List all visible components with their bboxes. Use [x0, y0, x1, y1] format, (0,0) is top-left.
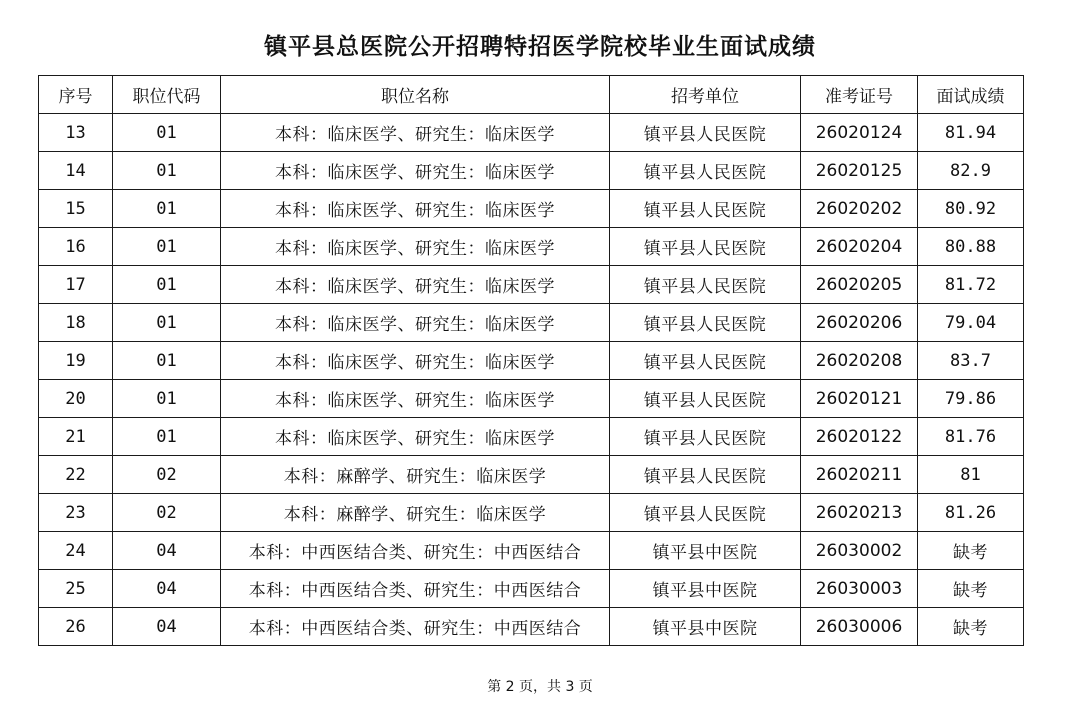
- cell-recruiting-unit: 镇平县人民医院: [610, 380, 801, 418]
- table-row: [39, 114, 1024, 152]
- cell-exam-number: 26030002: [801, 532, 918, 570]
- cell-recruiting-unit: 镇平县人民医院: [610, 342, 801, 380]
- interview-scores-table: [38, 75, 1024, 646]
- cell-interview-score: 79.86: [918, 380, 1024, 418]
- header-recruiting-unit: 招考单位: [610, 76, 801, 114]
- table-row: [39, 494, 1024, 532]
- cell-recruiting-unit: 镇平县人民医院: [610, 152, 801, 190]
- cell-seq: 24: [39, 532, 113, 570]
- cell-recruiting-unit: 镇平县中医院: [610, 570, 801, 608]
- cell-recruiting-unit: 镇平县人民医院: [610, 494, 801, 532]
- table-row: [39, 456, 1024, 494]
- cell-seq: 22: [39, 456, 113, 494]
- table-row: [39, 190, 1024, 228]
- cell-position-code: 01: [113, 418, 221, 456]
- cell-position-code: 04: [113, 532, 221, 570]
- header-seq: 序号: [39, 76, 113, 114]
- cell-seq: 16: [39, 228, 113, 266]
- cell-recruiting-unit: 镇平县人民医院: [610, 456, 801, 494]
- cell-interview-score: 80.92: [918, 190, 1024, 228]
- cell-interview-score: 缺考: [918, 608, 1024, 646]
- cell-interview-score: 80.88: [918, 228, 1024, 266]
- table-row: [39, 266, 1024, 304]
- cell-recruiting-unit: 镇平县人民医院: [610, 304, 801, 342]
- header-position-name: 职位名称: [221, 76, 610, 114]
- cell-position-name: 本科：临床医学、研究生：临床医学: [221, 190, 610, 228]
- table-row: [39, 228, 1024, 266]
- cell-exam-number: 26020206: [801, 304, 918, 342]
- cell-interview-score: 81.26: [918, 494, 1024, 532]
- cell-seq: 26: [39, 608, 113, 646]
- cell-position-name: 本科：临床医学、研究生：临床医学: [221, 114, 610, 152]
- cell-position-name: 本科：临床医学、研究生：临床医学: [221, 266, 610, 304]
- cell-recruiting-unit: 镇平县人民医院: [610, 228, 801, 266]
- header-exam-number: 准考证号: [801, 76, 918, 114]
- cell-position-code: 04: [113, 608, 221, 646]
- cell-exam-number: 26020211: [801, 456, 918, 494]
- cell-interview-score: 81: [918, 456, 1024, 494]
- cell-exam-number: 26020121: [801, 380, 918, 418]
- cell-recruiting-unit: 镇平县人民医院: [610, 114, 801, 152]
- cell-seq: 14: [39, 152, 113, 190]
- cell-interview-score: 79.04: [918, 304, 1024, 342]
- cell-position-name: 本科：中西医结合类、研究生：中西医结合: [221, 570, 610, 608]
- cell-seq: 20: [39, 380, 113, 418]
- cell-position-name: 本科：临床医学、研究生：临床医学: [221, 342, 610, 380]
- table-row: [39, 152, 1024, 190]
- cell-position-code: 01: [113, 266, 221, 304]
- cell-exam-number: 26020124: [801, 114, 918, 152]
- table-row: [39, 342, 1024, 380]
- cell-position-code: 01: [113, 152, 221, 190]
- cell-seq: 25: [39, 570, 113, 608]
- cell-position-code: 01: [113, 304, 221, 342]
- cell-recruiting-unit: 镇平县中医院: [610, 608, 801, 646]
- cell-exam-number: 26030003: [801, 570, 918, 608]
- cell-interview-score: 81.76: [918, 418, 1024, 456]
- cell-interview-score: 缺考: [918, 570, 1024, 608]
- cell-position-name: 本科：麻醉学、研究生：临床医学: [221, 456, 610, 494]
- cell-position-name: 本科：麻醉学、研究生：临床医学: [221, 494, 610, 532]
- cell-recruiting-unit: 镇平县中医院: [610, 532, 801, 570]
- cell-exam-number: 26020202: [801, 190, 918, 228]
- cell-exam-number: 26020208: [801, 342, 918, 380]
- cell-position-code: 01: [113, 190, 221, 228]
- table-row: [39, 418, 1024, 456]
- cell-recruiting-unit: 镇平县人民医院: [610, 266, 801, 304]
- cell-interview-score: 82.9: [918, 152, 1024, 190]
- cell-seq: 19: [39, 342, 113, 380]
- cell-position-code: 01: [113, 380, 221, 418]
- table-header-row: [39, 76, 1024, 114]
- cell-interview-score: 81.72: [918, 266, 1024, 304]
- cell-position-name: 本科：临床医学、研究生：临床医学: [221, 304, 610, 342]
- cell-position-name: 本科：中西医结合类、研究生：中西医结合: [221, 532, 610, 570]
- cell-seq: 23: [39, 494, 113, 532]
- cell-seq: 13: [39, 114, 113, 152]
- table-row: [39, 532, 1024, 570]
- cell-exam-number: 26030006: [801, 608, 918, 646]
- cell-position-name: 本科：中西医结合类、研究生：中西医结合: [221, 608, 610, 646]
- table-row: [39, 380, 1024, 418]
- cell-position-name: 本科：临床医学、研究生：临床医学: [221, 228, 610, 266]
- cell-exam-number: 26020204: [801, 228, 918, 266]
- document-title: 镇平县总医院公开招聘特招医学院校毕业生面试成绩: [264, 34, 816, 60]
- header-interview-score: 面试成绩: [918, 76, 1024, 114]
- cell-position-name: 本科：临床医学、研究生：临床医学: [221, 152, 610, 190]
- cell-exam-number: 26020205: [801, 266, 918, 304]
- cell-position-name: 本科：临床医学、研究生：临床医学: [221, 418, 610, 456]
- cell-exam-number: 26020122: [801, 418, 918, 456]
- cell-interview-score: 83.7: [918, 342, 1024, 380]
- table-row: [39, 608, 1024, 646]
- cell-position-code: 02: [113, 456, 221, 494]
- cell-position-code: 01: [113, 228, 221, 266]
- cell-seq: 18: [39, 304, 113, 342]
- cell-exam-number: 26020125: [801, 152, 918, 190]
- cell-position-code: 04: [113, 570, 221, 608]
- cell-position-code: 01: [113, 114, 221, 152]
- table-row: [39, 570, 1024, 608]
- cell-recruiting-unit: 镇平县人民医院: [610, 190, 801, 228]
- header-position-code: 职位代码: [113, 76, 221, 114]
- cell-position-code: 01: [113, 342, 221, 380]
- cell-interview-score: 缺考: [918, 532, 1024, 570]
- cell-seq: 17: [39, 266, 113, 304]
- cell-position-code: 02: [113, 494, 221, 532]
- page-number-footer: 第 2 页，共 3 页: [487, 679, 593, 695]
- cell-exam-number: 26020213: [801, 494, 918, 532]
- cell-seq: 21: [39, 418, 113, 456]
- cell-position-name: 本科：临床医学、研究生：临床医学: [221, 380, 610, 418]
- cell-seq: 15: [39, 190, 113, 228]
- cell-recruiting-unit: 镇平县人民医院: [610, 418, 801, 456]
- table-row: [39, 304, 1024, 342]
- cell-interview-score: 81.94: [918, 114, 1024, 152]
